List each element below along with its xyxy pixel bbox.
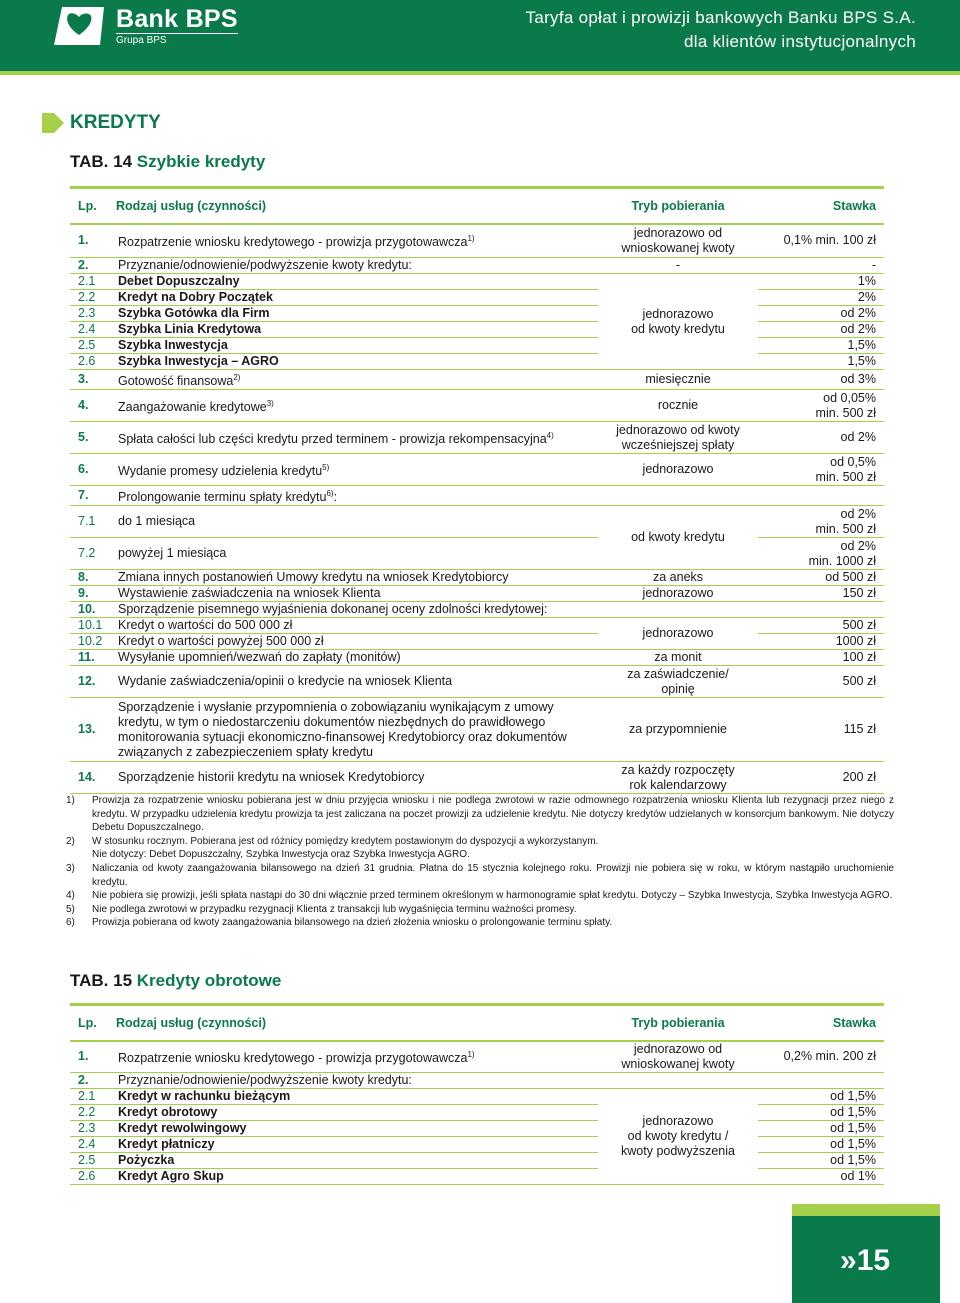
row-mode: za aneks <box>598 570 758 586</box>
row-rate: 1000 zł <box>758 634 884 650</box>
row-name: Kredyt o wartości powyżej 500 000 zł <box>116 634 598 650</box>
col-header-rate: Stawka <box>758 1005 884 1041</box>
table-row <box>70 306 884 322</box>
table-row <box>70 618 884 634</box>
tab14-name: Szybkie kredyty <box>136 152 266 171</box>
row-rate: 500 zł <box>758 618 884 634</box>
row-name: Przyznanie/odnowienie/podwyższenie kwoty kredytu: <box>116 258 598 274</box>
row-rate: 2% <box>758 290 884 306</box>
row-name: Debet Dopuszczalny <box>116 274 598 290</box>
row-name: Kredyt na Dobry Początek <box>116 290 598 306</box>
tab15-name: Kredyty obrotowe <box>136 971 282 990</box>
footnote: 3) Naliczania od kwoty zaangażowania bilansowego na dzień 31 grudnia. Płatna do 15 stycznia kolejnego roku. Prowizji nie pobiera się w roku, w którym nastąpiło uruchomienie kredytu. <box>66 862 894 888</box>
row-name: Pożyczka <box>116 1153 598 1169</box>
row-lp: 2.1 <box>70 274 116 290</box>
table-row <box>70 570 884 586</box>
row-lp: 2.1 <box>70 1089 116 1105</box>
row-rate: od 500 zł <box>758 570 884 586</box>
section-title: KREDYTY <box>70 112 161 133</box>
row-name: Szybka Gotówka dla Firm <box>116 306 598 322</box>
page-number: »15 <box>840 1244 891 1277</box>
table-row <box>70 1137 884 1153</box>
row-lp: 2.3 <box>70 1121 116 1137</box>
row-rate: 115 zł <box>758 698 884 762</box>
footnotes <box>66 794 894 930</box>
row-lp: 2.4 <box>70 1137 116 1153</box>
row-rate: 150 zł <box>758 586 884 602</box>
arrow-right-icon <box>42 113 64 133</box>
row-rate: od 0,5% min. 500 zł <box>758 454 884 486</box>
row-lp: 2. <box>70 258 116 274</box>
row-mode: za monit <box>598 650 758 666</box>
row-rate: od 2% <box>758 322 884 338</box>
row-lp: 3. <box>70 370 116 390</box>
row-lp: 7.1 <box>70 506 116 538</box>
row-mode: za przypomnienie <box>598 698 758 762</box>
table-row <box>70 1153 884 1169</box>
row-rate: 200 zł <box>758 762 884 794</box>
row-lp: 6. <box>70 454 116 486</box>
row-rate: 500 zł <box>758 666 884 698</box>
row-lp: 2.2 <box>70 290 116 306</box>
footnote: Nie dotyczy: Debet Dopuszczalny, Szybka Inwestycja oraz Szybka Inwestycja AGRO. <box>92 849 470 861</box>
row-rate: od 1% <box>758 1169 884 1185</box>
row-lp: 1. <box>70 1041 116 1073</box>
row-mode: - <box>598 258 758 274</box>
row-lp: 12. <box>70 666 116 698</box>
table-row <box>70 698 884 762</box>
row-rate: 0,2% min. 200 zł <box>758 1041 884 1073</box>
page-number-box <box>792 1204 940 1303</box>
row-mode: jednorazowo <box>598 454 758 486</box>
document-title-line1: Taryfa opłat i prowizji bankowych Banku BPS S.A. <box>525 8 916 27</box>
row-rate: od 2% <box>758 422 884 454</box>
row-name: Gotowość finansowa$^{2)}$ <box>116 370 598 390</box>
tab15-title <box>70 971 281 991</box>
row-name: Kredyt rewolwingowy <box>116 1121 598 1137</box>
row-rate: od 2% min. 1000 zł <box>758 538 884 570</box>
table-row <box>70 634 884 650</box>
table-row <box>70 666 884 698</box>
table-header-row <box>70 188 884 224</box>
table-row <box>70 486 884 506</box>
row-name: Sporządzenie i wysłanie przypomnienia o zobowiązaniu wynikającym z umowy kredytu, w tym o niedostarczeniu dokumentów niezbędnych do prawidłowego monitorowania sytuacji ekonomiczno-finansowej Kredytobiorcy oraz dokumentów związanych z zabezpieczeniem spłaty kredytu <box>116 698 598 762</box>
row-lp: 5. <box>70 422 116 454</box>
row-mode: rocznie <box>598 390 758 422</box>
footnote: 6) Prowizja pobierana od kwoty zaangażowania bilansowego na dzień złożenia wniosku o prolongowanie terminu spłaty. <box>66 917 613 929</box>
row-mode: jednorazowo od wnioskowanej kwoty <box>598 1041 758 1073</box>
row-name: do 1 miesiąca <box>116 506 598 538</box>
row-rate: od 1,5% <box>758 1089 884 1105</box>
document-title-line2: dla klientów instytucjonalnych <box>683 32 916 51</box>
table-row <box>70 390 884 422</box>
row-lp: 13. <box>70 698 116 762</box>
section-heading <box>42 112 161 134</box>
table-row <box>70 1089 884 1105</box>
table-row <box>70 224 884 258</box>
row-rate: od 1,5% <box>758 1105 884 1121</box>
row-rate: 1,5% <box>758 354 884 370</box>
row-lp: 10.1 <box>70 618 116 634</box>
tab14-title <box>70 152 265 172</box>
row-mode: jednorazowo od kwoty kredytu <box>598 274 758 370</box>
col-header-mode: Tryb pobierania <box>598 188 758 224</box>
row-name: Szybka Inwestycja <box>116 338 598 354</box>
row-name: Kredyt o wartości do 500 000 zł <box>116 618 598 634</box>
table-row <box>70 586 884 602</box>
row-name: Wydanie zaświadczenia/opinii o kredycie na wniosek Klienta <box>116 666 598 698</box>
row-name: Kredyt Agro Skup <box>116 1169 598 1185</box>
row-lp: 2.5 <box>70 1153 116 1169</box>
row-name: Zaangażowanie kredytowe$^{3)}$ <box>116 390 598 422</box>
row-rate: od 3% <box>758 370 884 390</box>
row-mode: za każdy rozpoczęty rok kalendarzowy <box>598 762 758 794</box>
bank-logo <box>52 5 238 47</box>
row-rate: 1% <box>758 274 884 290</box>
row-mode: jednorazowo od kwoty kredytu / kwoty podwyższenia <box>598 1089 758 1185</box>
row-lp: 4. <box>70 390 116 422</box>
table-row <box>70 258 884 274</box>
footnote: 5) Nie podlega zwrotowi w przypadku rezygnacji Klienta z transakcji lub wygaśnięcia terminu ważności promesy. <box>66 903 577 915</box>
row-name: Kredyt obrotowy <box>116 1105 598 1121</box>
row-lp: 9. <box>70 586 116 602</box>
row-lp: 2.5 <box>70 338 116 354</box>
row-rate: 1,5% <box>758 338 884 354</box>
table-row <box>70 602 884 618</box>
row-rate: od 1,5% <box>758 1121 884 1137</box>
row-name: Przyznanie/odnowienie/podwyższenie kwoty kredytu: <box>116 1073 884 1089</box>
row-lp: 2.6 <box>70 1169 116 1185</box>
row-name: Prolongowanie terminu spłaty kredytu$^{6)}$: <box>116 486 598 506</box>
table-row <box>70 650 884 666</box>
row-lp: 2.6 <box>70 354 116 370</box>
bank-logo-icon <box>52 5 108 47</box>
table-row <box>70 338 884 354</box>
table-row <box>70 274 884 290</box>
col-header-lp: Lp. <box>70 188 116 224</box>
col-header-lp: Lp. <box>70 1005 116 1041</box>
col-header-mode: Tryb pobierania <box>598 1005 758 1041</box>
table-row <box>70 1169 884 1185</box>
table-row <box>70 538 884 570</box>
row-rate: 0,1% min. 100 zł <box>758 224 884 258</box>
tab15-number: TAB. 15 <box>70 971 133 990</box>
table-row <box>70 370 884 390</box>
row-name: Spłata całości lub części kredytu przed terminem - prowizja rekompensacyjna$^{4)}$ <box>116 422 598 454</box>
tab15-table <box>70 1003 884 1185</box>
row-mode: jednorazowo od wnioskowanej kwoty <box>598 224 758 258</box>
table-row <box>70 1105 884 1121</box>
row-mode: jednorazowo od kwoty wcześniejszej spłaty <box>598 422 758 454</box>
table-row <box>70 422 884 454</box>
table-row <box>70 762 884 794</box>
row-rate: od 1,5% <box>758 1153 884 1169</box>
tab14-table <box>70 186 884 794</box>
row-rate: od 0,05% min. 500 zł <box>758 390 884 422</box>
row-mode: miesięcznie <box>598 370 758 390</box>
row-name: Sporządzenie pisemnego wyjaśnienia dokonanej oceny zdolności kredytowej: <box>116 602 884 618</box>
row-name: Kredyt płatniczy <box>116 1137 598 1153</box>
table-row <box>70 1073 884 1089</box>
row-rate: od 2% min. 500 zł <box>758 506 884 538</box>
row-rate: od 2% <box>758 306 884 322</box>
brand-name: Bank BPS <box>116 5 238 33</box>
row-lp: 14. <box>70 762 116 794</box>
row-rate: - <box>758 258 884 274</box>
row-name: Wydanie promesy udzielenia kredytu$^{5)}$ <box>116 454 598 486</box>
page-number-prefix: » <box>840 1244 857 1277</box>
row-lp: 2. <box>70 1073 116 1089</box>
row-name: Szybka Inwestycja – AGRO <box>116 354 598 370</box>
row-mode: jednorazowo <box>598 586 758 602</box>
tab14-number: TAB. 14 <box>70 152 133 171</box>
row-mode: za zaświadczenie/ opinię <box>598 666 758 698</box>
row-lp: 10. <box>70 602 116 618</box>
row-name: Rozpatrzenie wniosku kredytowego - prowizja przygotowawcza$^{1)}$ <box>116 1041 598 1073</box>
brand-group: Grupa BPS <box>116 33 238 47</box>
table-header-row <box>70 1005 884 1041</box>
footnote: 2) W stosunku rocznym. Pobierana jest od różnicy pomiędzy kredytem postawionym do dyspozycji a wykorzystanym. <box>66 835 599 847</box>
row-lp: 2.3 <box>70 306 116 322</box>
table-row <box>70 1121 884 1137</box>
row-name: Rozpatrzenie wniosku kredytowego - prowizja przygotowawcza$^{1)}$ <box>116 224 598 258</box>
footnote: 4) Nie pobiera się prowizji, jeśli spłata nastąpi do 30 dni włącznie przed terminem określonym w harmonogramie spłat kredytu. Dotyczy – Szybka Inwestycja, Szybka Inwestycja AGRO. <box>66 890 893 902</box>
row-name: Sporządzenie historii kredytu na wniosek Kredytobiorcy <box>116 762 598 794</box>
row-rate <box>758 486 884 506</box>
table-row <box>70 506 884 538</box>
row-name: Szybka Linia Kredytowa <box>116 322 598 338</box>
row-lp: 2.2 <box>70 1105 116 1121</box>
row-name: Zmiana innych postanowień Umowy kredytu na wniosek Kredytobiorcy <box>116 570 598 586</box>
col-header-rate: Stawka <box>758 188 884 224</box>
table-row <box>70 1041 884 1073</box>
row-mode: jednorazowo <box>598 618 758 650</box>
page-header <box>0 0 960 75</box>
table-row <box>70 322 884 338</box>
row-rate: 100 zł <box>758 650 884 666</box>
row-mode: od kwoty kredytu <box>598 506 758 570</box>
row-name: Wystawienie zaświadczenia na wniosek Klienta <box>116 586 598 602</box>
row-rate: od 1,5% <box>758 1137 884 1153</box>
row-name: Kredyt w rachunku bieżącym <box>116 1089 598 1105</box>
row-lp: 10.2 <box>70 634 116 650</box>
row-name: powyżej 1 miesiąca <box>116 538 598 570</box>
table-row <box>70 354 884 370</box>
row-lp: 8. <box>70 570 116 586</box>
table-row <box>70 454 884 486</box>
col-header-name: Rodzaj usług (czynności) <box>116 188 598 224</box>
document-title <box>526 6 916 54</box>
table-row <box>70 290 884 306</box>
row-mode <box>598 486 758 506</box>
footnote: 1) Prowizja za rozpatrzenie wniosku pobierana jest w dniu przyjęcia wniosku i nie podlega zwrotowi w razie odmownego rozpatrzenia wniosku Klienta lub rezygnacji przez niego z kredytu. W przypadku udzielenia kredytu prowizja ta jest zaliczana na poczet prowizji za udzielenie kredytu. Nie dotyczy kredytów udzielanych w konsorcjum bankowym. Nie dotyczy Debetu Dopuszczalnego. <box>66 795 894 834</box>
row-lp: 1. <box>70 224 116 258</box>
row-name: Wysyłanie upomnień/wezwań do zapłaty (monitów) <box>116 650 598 666</box>
row-lp: 7. <box>70 486 116 506</box>
row-lp: 7.2 <box>70 538 116 570</box>
col-header-name: Rodzaj usług (czynności) <box>116 1005 598 1041</box>
row-lp: 11. <box>70 650 116 666</box>
row-lp: 2.4 <box>70 322 116 338</box>
